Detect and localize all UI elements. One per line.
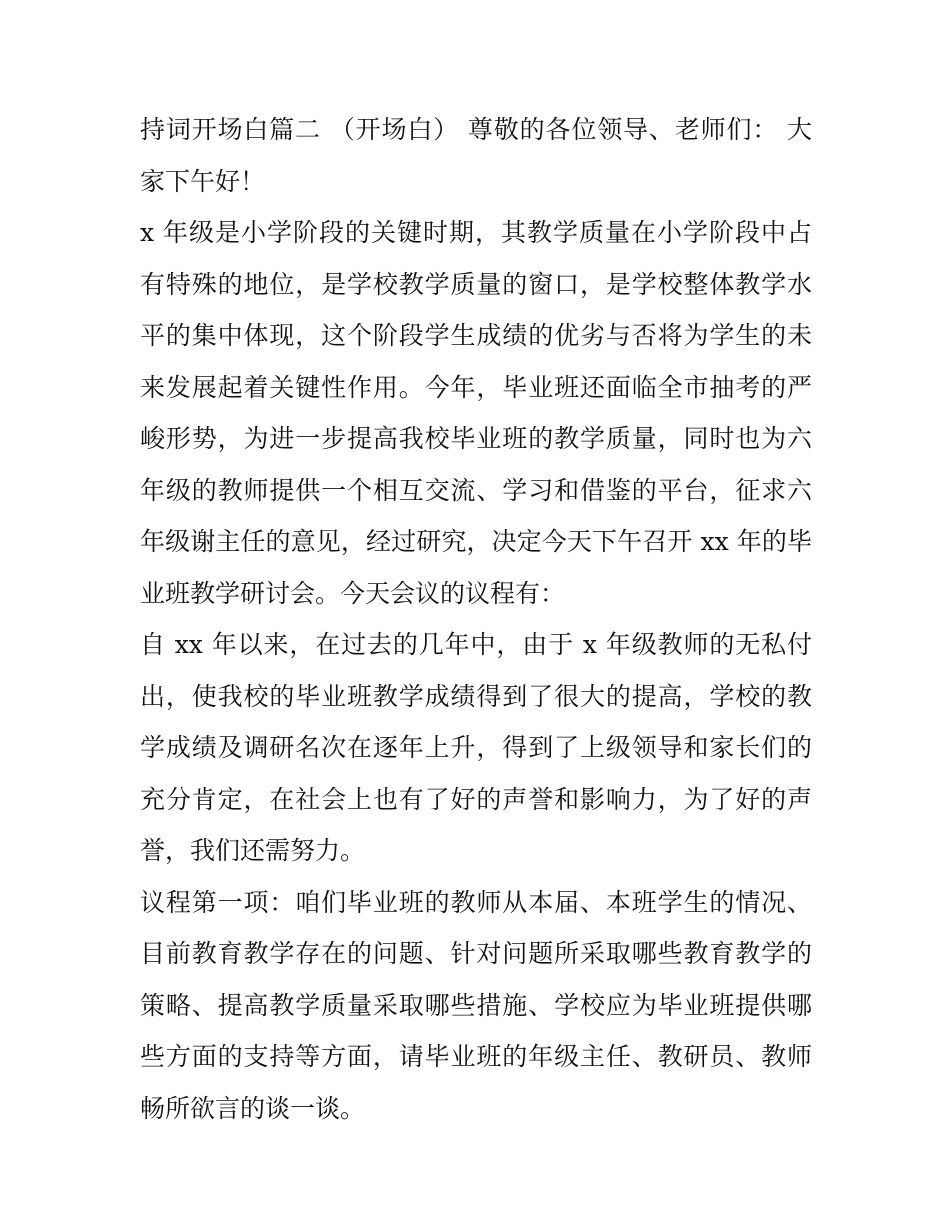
paragraph-opening: 持词开场白篇二 （开场白） 尊敬的各位领导、老师们： 大家下午好！ bbox=[140, 115, 812, 196]
paragraph-background: x 年级是小学阶段的关键时期，其教学质量在小学阶段中占有特殊的地位，是学校教学质量的窗口，是学校整体教学水平的集中体现，这个阶段学生成绩的优劣与否将为学生的未来发展起着关键性作用。今年，毕业班还面临全市抽考的严峻形势，为进一步提高我校毕业班的教学质量，同时也为六年级的教师提供一个相互交流、学习和借鉴的平台，征求六年级谢主任的意见，经过研究，决定今天下午召开 xx 年的毕业班教学研讨会。今天会议的议程有： bbox=[140, 218, 812, 608]
paragraph-agenda-item-1: 议程第一项：咱们毕业班的教师从本届、本班学生的情况、目前教育教学存在的问题、针对问题所采取哪些教育教学的策略、提高教学质量采取哪些措施、学校应为毕业班提供哪些方面的支持等方面，请毕业班的年级主任、教研员、教师畅所欲言的谈一谈。 bbox=[140, 887, 812, 1123]
document-body bbox=[140, 104, 812, 1134]
paragraph-history: 自 xx 年以来，在过去的几年中，由于 x 年级教师的无私付出，使我校的毕业班教学成绩得到了很大的提高，学校的教学成绩及调研名次在逐年上升，得到了上级领导和家长们的充分肯定，在社会上也有了好的声誉和影响力，为了好的声誉，我们还需努力。 bbox=[140, 630, 812, 865]
